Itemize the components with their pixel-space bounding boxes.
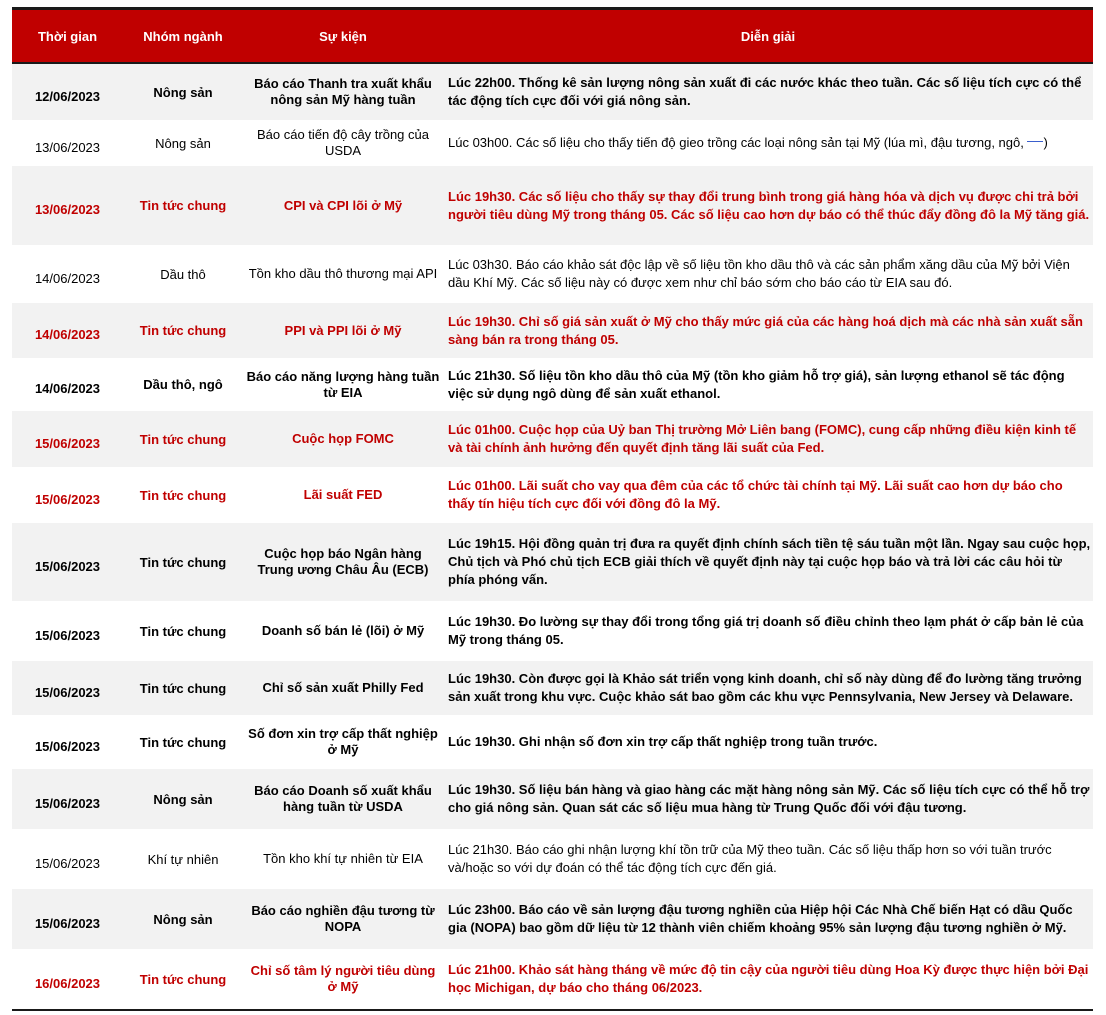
- row-sector: Nông sản: [153, 791, 213, 807]
- row-event: Báo cáo tiến độ cây trồng của USDA: [256, 127, 429, 158]
- row-description: Lúc 21h00. Khảo sát hàng tháng về mức độ tin cậy của người tiêu dùng Hoa Kỳ được thực hiện bởi Đại học Michigan, dự báo cho tháng 06/2023.: [448, 962, 1089, 995]
- row-event: CPI và CPI lõi ở Mỹ: [283, 197, 403, 213]
- row-date: 15/06/2023: [34, 855, 101, 871]
- header-description: Diễn giải: [740, 28, 796, 44]
- row-date: 15/06/2023: [34, 795, 101, 811]
- row-date: 13/06/2023: [34, 202, 101, 217]
- row-sector: Dầu thô, ngô: [143, 377, 223, 392]
- row-event: Báo cáo Thanh tra xuất khẩu nông sản Mỹ hàng tuần: [254, 76, 432, 107]
- row-event: Chỉ số sản xuất Philly Fed: [262, 680, 424, 695]
- table-row: [12, 467, 1093, 523]
- table-row: [12, 889, 1093, 949]
- row-date: 15/06/2023: [34, 738, 101, 754]
- row-event: Báo cáo nghiền đậu tương từ NOPA: [251, 903, 435, 934]
- row-description: Lúc 19h30. Các số liệu cho thấy sự thay đổi trung bình trong giá hàng hóa và dịch vụ được chi trả bởi người tiêu dùng Mỹ trong tháng 05. Các số liệu cao hơn dự báo có thể thúc đẩy đồng đô la Mỹ tăng giá.: [448, 188, 1090, 222]
- row-description: Lúc 21h30. Số liệu tồn kho dầu thô của Mỹ (tồn kho giảm hỗ trợ giá), sản lượng ethanol sẽ tác động việc sử dụng ngô dùng để sản xuất ethanol.: [448, 367, 1065, 401]
- table-row: [12, 661, 1093, 715]
- row-event: Doanh số bán lẻ (lõi) ở Mỹ: [261, 623, 425, 638]
- row-description-text: Lúc 03h00. Các số liệu cho thấy tiến độ gieo trồng các loại nông sản tại Mỹ (lúa mì, đậu tương, ngô,: [448, 135, 1024, 150]
- row-description: [443, 120, 1093, 166]
- row-date: 15/06/2023: [34, 684, 101, 700]
- economic-calendar-table: [12, 7, 1093, 1011]
- truncated-link[interactable]: [1027, 141, 1043, 142]
- row-description: Lúc 21h30. Báo cáo ghi nhận lượng khí tồn trữ của Mỹ theo tuần. Các số liệu thấp hơn so với tuần trước và/hoặc so với dự đoán có thể tác động tích cực đến giá.: [448, 842, 1052, 875]
- table-row: [12, 166, 1093, 245]
- row-sector: Nông sản: [155, 135, 211, 151]
- table-row: [12, 303, 1093, 358]
- row-sector: Tin tức chung: [139, 554, 227, 570]
- row-date: 16/06/2023: [34, 975, 101, 991]
- row-date: 14/06/2023: [34, 270, 101, 286]
- table-row: [12, 120, 1093, 166]
- row-sector: Dầu thô: [160, 266, 206, 282]
- row-description: Lúc 19h30. Số liệu bán hàng và giao hàng các mặt hàng nông sản Mỹ. Các số liệu tích cực có thể hỗ trợ cho giá nông sản. Quan sát các số liệu mua hàng từ Trung Quốc đối với đậu tương.: [448, 782, 1090, 815]
- table-row: [12, 245, 1093, 303]
- row-event: Số đơn xin trợ cấp thất nghiệp ở Mỹ: [248, 726, 438, 757]
- row-date: 15/06/2023: [34, 558, 101, 574]
- header-sector: Nhóm ngành: [143, 28, 223, 44]
- row-description: Lúc 19h30. Ghi nhận số đơn xin trợ cấp thất nghiệp trong tuần trước.: [448, 734, 878, 749]
- row-sector: Nông sản: [153, 911, 213, 927]
- row-description: Lúc 19h30. Chỉ số giá sản xuất ở Mỹ cho thấy mức giá của các hàng hoá dịch mà các nhà sản xuất sẵn sàng bán ra trong tháng 05.: [448, 313, 1083, 347]
- row-description: Lúc 19h15. Hội đồng quản trị đưa ra quyết định chính sách tiền tệ sáu tuần một lần. Ngay sau cuộc họp, Chủ tịch và Phó chủ tịch ECB giải thích về quyết định này tại cuộc họp báo và trả lời các câu hỏi từ phía phóng vấn.: [448, 536, 1091, 587]
- row-sector: Tin tức chung: [139, 323, 227, 338]
- row-event: Báo cáo năng lượng hàng tuần từ EIA: [246, 368, 440, 400]
- row-sector: Tin tức chung: [139, 680, 227, 696]
- row-event: Tồn kho khí tự nhiên từ EIA: [263, 851, 423, 866]
- row-event: Cuộc họp FOMC: [292, 431, 394, 446]
- row-date: 15/06/2023: [34, 435, 101, 451]
- table-row: [12, 829, 1093, 889]
- row-description: Lúc 01h00. Cuộc họp của Uỷ ban Thị trường Mở Liên bang (FOMC), cung cấp những điều kiện kinh tế và tài chính ảnh hưởng đến quyết định tăng lãi suất của Fed.: [448, 422, 1077, 455]
- row-sector: Nông sản: [153, 84, 213, 100]
- row-event: Báo cáo Doanh số xuất khẩu hàng tuần từ USDA: [254, 783, 432, 814]
- row-date: 14/06/2023: [34, 327, 101, 342]
- table-header: [12, 10, 1093, 64]
- row-sector: Tin tức chung: [139, 734, 227, 750]
- row-sector: Khí tự nhiên: [147, 851, 219, 867]
- row-description: Lúc 19h30. Còn được gọi là Khảo sát triển vọng kinh doanh, chỉ số này dùng để đo lường tăng trưởng sản xuất trong khu vực. Cuộc khảo sát bao gồm các khu vực Pennsylvania, New Jersey và Delaware.: [448, 671, 1082, 704]
- row-description: Lúc 03h30. Báo cáo khảo sát độc lập về số liệu tồn kho dầu thô và các sản phẩm xăng dầu của Mỹ bởi Viện dầu Khí Mỹ. Các số liệu này có được xem như chỉ báo sớm cho báo cáo từ EIA sau đó.: [448, 257, 1070, 290]
- row-description: Lúc 22h00. Thống kê sản lượng nông sản xuất đi các nước khác theo tuần. Các số liệu tích cực có thể tác động tích cực đối với giá nông sản.: [448, 75, 1082, 108]
- table-row: [12, 769, 1093, 829]
- row-event: Lãi suất FED: [303, 487, 383, 502]
- row-event: Tồn kho dầu thô thương mại API: [248, 266, 438, 281]
- row-sector: Tin tức chung: [139, 971, 227, 987]
- table-row: [12, 715, 1093, 769]
- row-sector: Tin tức chung: [139, 431, 227, 447]
- row-description: Lúc 19h30. Đo lường sự thay đổi trong tổng giá trị doanh số điều chỉnh theo lạm phát ở cấp bản lẻ của Mỹ trong tháng 05.: [448, 614, 1084, 647]
- row-event: PPI và PPI lõi ở Mỹ: [284, 322, 402, 338]
- row-description: Lúc 01h00. Lãi suất cho vay qua đêm của các tổ chức tài chính tại Mỹ. Lãi suất cao hơn dự báo cho thấy tín hiệu tích cực đối với đồng đô la Mỹ.: [448, 478, 1063, 511]
- table-row: [12, 64, 1093, 120]
- table-row: [12, 358, 1093, 411]
- table-row: [12, 411, 1093, 467]
- row-event: Chỉ số tâm lý người tiêu dùng ở Mỹ: [250, 963, 436, 994]
- row-sector: Tin tức chung: [139, 623, 227, 639]
- row-date: 15/06/2023: [34, 627, 101, 643]
- row-date: 13/06/2023: [34, 139, 101, 155]
- header-event: Sự kiện: [319, 28, 367, 44]
- row-date: 12/06/2023: [34, 88, 101, 104]
- table-row: [12, 523, 1093, 601]
- row-sector: Tin tức chung: [139, 198, 227, 213]
- header-time: Thời gian: [37, 28, 98, 44]
- row-description-tail: ): [1043, 135, 1048, 150]
- row-date: 15/06/2023: [34, 491, 101, 507]
- row-event: Cuộc họp báo Ngân hàng Trung ương Châu Âu (ECB): [257, 546, 429, 577]
- row-date: 15/06/2023: [34, 915, 101, 931]
- table-row: [12, 601, 1093, 661]
- row-sector: Tin tức chung: [139, 487, 227, 503]
- row-description: Lúc 23h00. Báo cáo về sản lượng đậu tương nghiền của Hiệp hội Các Nhà Chế biến Hạt có dầu Quốc gia (NOPA) bao gồm dữ liệu từ 12 thành viên chiếm khoảng 95% sản lượng đậu tương nghiền ở Mỹ.: [448, 902, 1073, 935]
- table-row: [12, 949, 1093, 1009]
- row-date: 14/06/2023: [34, 381, 101, 396]
